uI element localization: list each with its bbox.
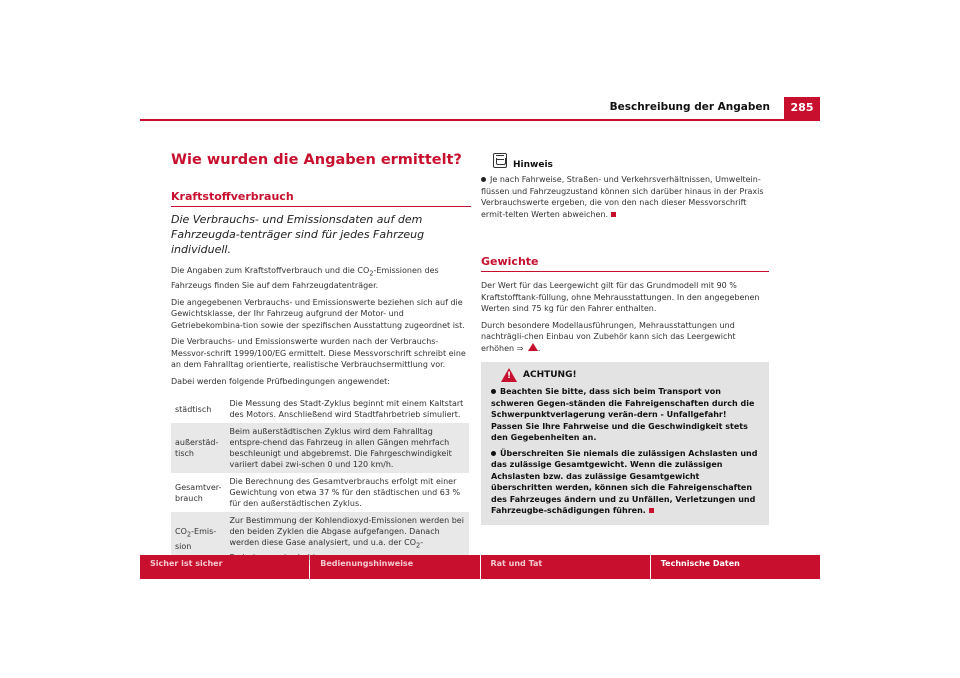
footer-tab-rat[interactable]: Rat und Tat — [481, 555, 650, 579]
warning-reference-icon[interactable] — [528, 343, 538, 351]
end-mark-icon — [611, 212, 616, 217]
table-value: Beim außerstädtischen Zyklus wird dem Fahralltag entspre-chend das Fahrzeug in allen Gängen mehrfach beschleunigt und abgebremst. Die Fahrgeschwindigkeit variiert dabei zwi-schen 0 und 120 km/h. — [225, 423, 469, 473]
bullet-icon — [481, 177, 486, 182]
lead-text: Die Verbrauchs- und Emissionsdaten auf dem Fahrzeugda-tenträger sind für jedes Fahrzeug individuell. — [171, 213, 425, 256]
table-row — [171, 473, 469, 512]
paragraph-mehrausstattung: Durch besondere Modellausführungen, Mehrausstattungen und nachträgli-chen Einbau von Zubehör kann sich das Leergewicht erhöhen ⇒ . — [481, 320, 736, 353]
hint-text: Je nach Fahrweise, Straßen- und Verkehrsverhältnissen, Umweltein-flüssen und Fahrzeugzustand können sich darüber hinaus in der Praxis Verbrauchswerte ergeben, die von den nach dieser Messvorschrift ermit-telten Werten abweichen. — [481, 175, 764, 219]
bullet-icon — [491, 389, 496, 394]
table-key: außerstäd-tisch — [171, 423, 225, 473]
end-mark-icon — [649, 508, 654, 513]
paragraph-leergewicht: Der Wert für das Leergewicht gilt für das Grundmodell mit 90 % Kraftstofftank-füllung, ohne Mehrausstattungen. In den angegebenen Werten sind 75 kg für den Fahrer enthalten. — [481, 281, 760, 313]
table-value: Die Berechnung des Gesamtverbrauchs erfolgt mit einer Gewichtung von etwa 37 % für den städtischen und 63 % für den außerstädtischen Zyklus. — [225, 473, 469, 512]
warning-box — [481, 362, 769, 525]
subheading-kraftstoffverbrauch: Kraftstoffverbrauch — [171, 190, 471, 207]
table-key: $CO_2-Emis$-sion — [171, 512, 225, 566]
paragraph-gewichtsklasse: Die angegebenen Verbrauchs- und Emissionswerte beziehen sich auf die Gewichtsklasse, der Ihr Fahrzeug aufgrund der Motor- und Getriebekombina-tion sowie der spezifischen Ausstattung zugeordnet ist. — [171, 297, 465, 330]
footer-nav — [140, 555, 820, 579]
paragraph-pruefbedingungen: Dabei werden folgende Prüfbedingungen angewendet: — [171, 376, 391, 386]
bullet-icon — [491, 451, 496, 456]
subheading-gewichte: Gewichte — [481, 255, 769, 272]
warning-header — [501, 368, 759, 382]
left-column — [171, 150, 471, 566]
table-row — [171, 395, 469, 423]
hint-title: Hinweis — [513, 160, 553, 170]
warning-item: Beachten Sie bitte, dass sich beim Transport von schweren Gegen-ständen die Fahreigenschaften durch die Schwerpunktverlagerung verän-dern - Unfallgefahr! Passen Sie Ihre Fahrweise und die Geschwindigkeit stets den Gegebenheiten an. — [491, 387, 755, 442]
table-key: Gesamtver-brauch — [171, 473, 225, 512]
warning-title: ACHTUNG! — [523, 370, 577, 380]
warning-item: Überschreiten Sie niemals die zulässigen Achslasten und das zulässige Gesamtgewicht. Wenn die zulässigen Achslasten bzw. das zulässige Gesamtgewicht überschritten werden, können sich die Fahreigenschaften des Fahrzeuges ändern und zu Unfällen, Verletzungen und Fahrzeugbe-schädigungen führen. — [491, 448, 758, 515]
footer-tab-technik[interactable]: Technische Daten — [651, 555, 820, 579]
table-key: städtisch — [171, 395, 225, 423]
table-value: Zur Bestimmung der Kohlendioxyd-Emissionen werden bei den beiden Zyklen die Abgase aufgefangen. Danach werden diese Gase analysiert, und u.a. der $CO_2-$ — [225, 512, 469, 566]
running-header-title: Beschreibung der Angaben — [609, 101, 770, 113]
hint-header — [493, 150, 769, 170]
paragraph-messvorschrift: Die Verbrauchs- und Emissionswerte wurden nach der Verbrauchs-Messvor-schrift 1999/100/EG ermittelt. Diese Messvorschrift schreibt eine an dem Fahralltag orientierte, realistische Verbrauchsermittlung vor. — [171, 337, 466, 370]
table-value: Die Messung des Stadt-Zyklus beginnt mit einem Kaltstart des Motors. Anschließend wird Stadtfahrbetrieb simuliert. — [225, 395, 469, 423]
header-rule — [140, 119, 820, 121]
section-heading: Wie wurden die Angaben ermittelt? — [171, 152, 462, 168]
warning-icon: ! — [501, 368, 517, 382]
note-icon — [493, 153, 507, 168]
footer-tab-sicher[interactable]: Sicher ist sicher — [140, 555, 309, 579]
paragraph-co2: Die Angaben zum Kraftstoffverbrauch und die $CO_2$-Emissionen des Fahrzeugs finden Sie auf dem Fahrzeugdatenträger. — [171, 266, 439, 291]
table-row — [171, 423, 469, 473]
test-conditions-table — [171, 395, 469, 566]
page-number: 285 — [784, 97, 820, 119]
right-column — [481, 150, 769, 525]
footer-tab-bedienung[interactable]: Bedienungshinweise — [310, 555, 479, 579]
